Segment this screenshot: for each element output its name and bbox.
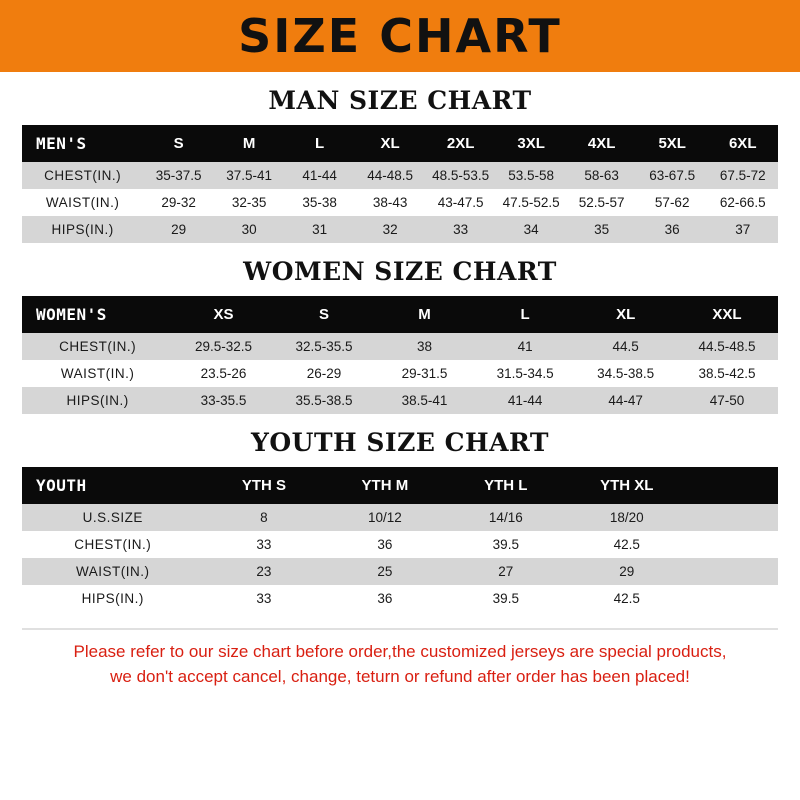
- cell: 33: [203, 531, 324, 558]
- youth-size-table: [22, 467, 778, 612]
- cell: 29: [143, 216, 214, 243]
- cell: 33: [425, 216, 496, 243]
- section-men: [22, 86, 778, 243]
- cell: 33: [203, 585, 324, 612]
- col-header-xxl: XXL: [676, 296, 778, 333]
- cell: 38-43: [355, 189, 426, 216]
- table-row: [22, 531, 778, 558]
- cell: 36: [324, 531, 445, 558]
- cell: 36: [637, 216, 708, 243]
- table-row: [22, 585, 778, 612]
- cell: 42.5: [566, 531, 687, 558]
- cell: 63-67.5: [637, 162, 708, 189]
- cell: 41: [475, 333, 576, 360]
- cell: 57-62: [637, 189, 708, 216]
- cell: 44-47: [575, 387, 676, 414]
- col-header-s: S: [274, 296, 375, 333]
- col-header-5xl: 5XL: [637, 125, 708, 162]
- table-header-row: [22, 296, 778, 333]
- cell: 44.5: [575, 333, 676, 360]
- table-row: [22, 333, 778, 360]
- cell: 27: [445, 558, 566, 585]
- col-header-womens: WOMEN'S: [22, 296, 173, 333]
- cell: 37: [707, 216, 778, 243]
- cell-spacer: [687, 531, 778, 558]
- col-header-3xl: 3XL: [496, 125, 567, 162]
- col-header-youth: YOUTH: [22, 467, 203, 504]
- row-label-chest: CHEST(IN.): [22, 162, 143, 189]
- cell: 62-66.5: [707, 189, 778, 216]
- cell: 23.5-26: [173, 360, 274, 387]
- section-title-youth: YOUTH SIZE CHART: [251, 428, 549, 457]
- cell-spacer: [687, 558, 778, 585]
- col-header-yth-xl: YTH XL: [566, 467, 687, 504]
- cell: 42.5: [566, 585, 687, 612]
- cell: 67.5-72: [707, 162, 778, 189]
- cell: 53.5-58: [496, 162, 567, 189]
- col-header-yth-m: YTH M: [324, 467, 445, 504]
- cell-spacer: [687, 504, 778, 531]
- col-header-spacer: [687, 467, 778, 504]
- cell: 32-35: [214, 189, 285, 216]
- col-header-6xl: 6XL: [707, 125, 778, 162]
- section-title-men: MAN SIZE CHART: [268, 86, 532, 115]
- men-size-table: [22, 125, 778, 243]
- cell: 47-50: [676, 387, 778, 414]
- page-content: [0, 86, 800, 689]
- cell: 32: [355, 216, 426, 243]
- cell: 29-32: [143, 189, 214, 216]
- footer-line-2: we don't accept cancel, change, teturn or refund after order has been placed!: [110, 666, 690, 686]
- footer-disclaimer: [22, 628, 778, 689]
- cell: 32.5-35.5: [274, 333, 375, 360]
- cell: 48.5-53.5: [425, 162, 496, 189]
- row-label-hips: HIPS(IN.): [22, 387, 173, 414]
- cell: 33-35.5: [173, 387, 274, 414]
- table-row: [22, 387, 778, 414]
- row-label-chest: CHEST(IN.): [22, 531, 203, 558]
- cell: 35.5-38.5: [274, 387, 375, 414]
- cell: 31: [284, 216, 355, 243]
- col-header-mens: MEN'S: [22, 125, 143, 162]
- table-row: [22, 504, 778, 531]
- cell: 36: [324, 585, 445, 612]
- cell: 39.5: [445, 585, 566, 612]
- col-header-m: M: [214, 125, 285, 162]
- cell: 23: [203, 558, 324, 585]
- col-header-2xl: 2XL: [425, 125, 496, 162]
- women-size-table: [22, 296, 778, 414]
- row-label-waist: WAIST(IN.): [22, 360, 173, 387]
- cell: 10/12: [324, 504, 445, 531]
- table-header-row: [22, 467, 778, 504]
- row-label-chest: CHEST(IN.): [22, 333, 173, 360]
- cell: 44-48.5: [355, 162, 426, 189]
- page-title: SIZE CHART: [238, 9, 562, 63]
- table-header-row: [22, 125, 778, 162]
- cell: 14/16: [445, 504, 566, 531]
- cell: 43-47.5: [425, 189, 496, 216]
- footer-line-1: Please refer to our size chart before order,the customized jerseys are special products,: [73, 642, 727, 661]
- cell: 35-38: [284, 189, 355, 216]
- col-header-m: M: [374, 296, 475, 333]
- row-label-waist: WAIST(IN.): [22, 189, 143, 216]
- row-label-hips: HIPS(IN.): [22, 216, 143, 243]
- row-label-us-size: U.S.SIZE: [22, 504, 203, 531]
- cell: 37.5-41: [214, 162, 285, 189]
- cell: 41-44: [284, 162, 355, 189]
- cell: 38.5-41: [374, 387, 475, 414]
- cell: 29.5-32.5: [173, 333, 274, 360]
- table-row: [22, 360, 778, 387]
- col-header-xl: XL: [355, 125, 426, 162]
- table-row: [22, 189, 778, 216]
- cell: 18/20: [566, 504, 687, 531]
- cell: 25: [324, 558, 445, 585]
- section-title-women: WOMEN SIZE CHART: [243, 257, 557, 286]
- cell: 26-29: [274, 360, 375, 387]
- table-row: [22, 162, 778, 189]
- cell: 38.5-42.5: [676, 360, 778, 387]
- cell: 29: [566, 558, 687, 585]
- cell: 35: [566, 216, 637, 243]
- cell: 44.5-48.5: [676, 333, 778, 360]
- cell: 38: [374, 333, 475, 360]
- cell: 39.5: [445, 531, 566, 558]
- cell: 34.5-38.5: [575, 360, 676, 387]
- cell: 52.5-57: [566, 189, 637, 216]
- cell: 29-31.5: [374, 360, 475, 387]
- cell: 8: [203, 504, 324, 531]
- col-header-l: L: [475, 296, 576, 333]
- table-row: [22, 216, 778, 243]
- row-label-waist: WAIST(IN.): [22, 558, 203, 585]
- row-label-hips: HIPS(IN.): [22, 585, 203, 612]
- section-youth: [22, 428, 778, 612]
- section-women: [22, 257, 778, 414]
- cell: 30: [214, 216, 285, 243]
- col-header-l: L: [284, 125, 355, 162]
- cell: 58-63: [566, 162, 637, 189]
- col-header-yth-l: YTH L: [445, 467, 566, 504]
- cell: 47.5-52.5: [496, 189, 567, 216]
- cell: 35-37.5: [143, 162, 214, 189]
- table-row: [22, 558, 778, 585]
- cell-spacer: [687, 585, 778, 612]
- col-header-4xl: 4XL: [566, 125, 637, 162]
- cell: 31.5-34.5: [475, 360, 576, 387]
- col-header-yth-s: YTH S: [203, 467, 324, 504]
- col-header-s: S: [143, 125, 214, 162]
- cell: 41-44: [475, 387, 576, 414]
- col-header-xs: XS: [173, 296, 274, 333]
- page-banner: [0, 0, 800, 72]
- cell: 34: [496, 216, 567, 243]
- col-header-xl: XL: [575, 296, 676, 333]
